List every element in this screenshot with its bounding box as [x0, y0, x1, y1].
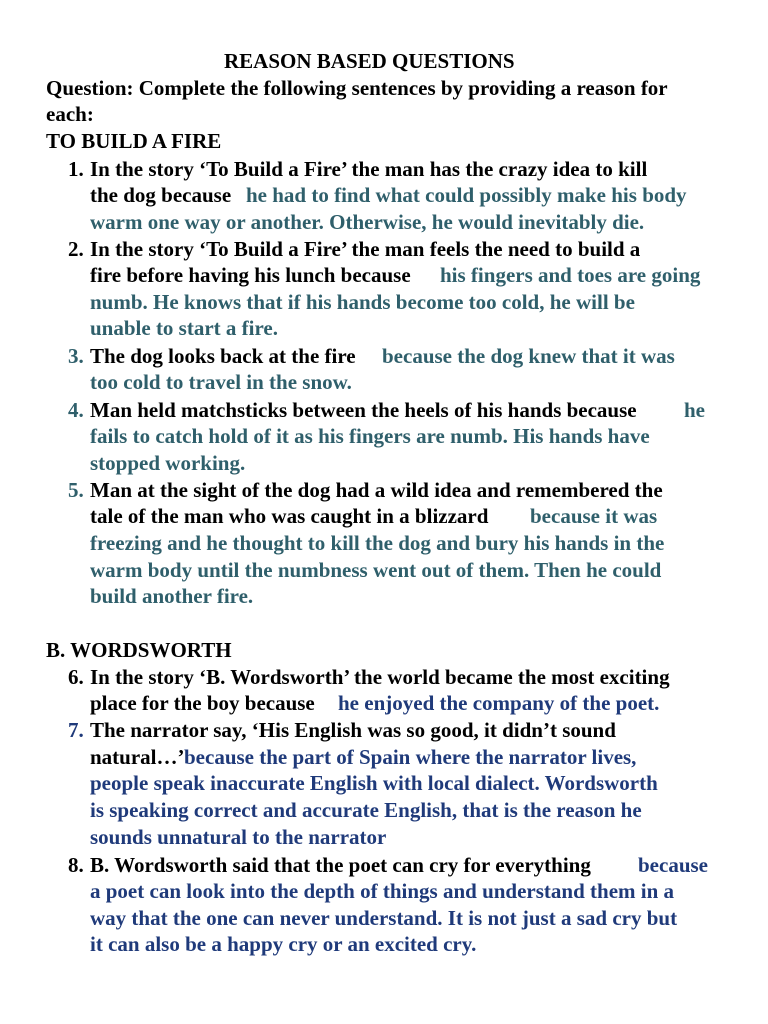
answer-text: it can also be a happy cry or an excited cry. [90, 932, 477, 956]
question-text: In the story ‘To Build a Fire’ the man feels the need to build a [90, 237, 641, 261]
answer-text: because the dog knew that it was [382, 344, 675, 368]
answer-text: freezing and he thought to kill the dog and bury his hands in the [90, 531, 665, 555]
answer-text: warm body until the numbness went out of them. Then he could [90, 558, 662, 582]
question-text: The narrator say, ‘His English was so good, it didn’t sound [90, 718, 616, 742]
item-number: 1. [68, 157, 84, 181]
answer-text: because [638, 853, 708, 877]
question-text: Man held matchsticks between the heels of his hands because [90, 398, 637, 422]
item-number: 3. [68, 344, 84, 368]
question-text: fire before having his lunch because [90, 263, 411, 287]
answer-text: because the part of Spain where the narrator lives, [184, 745, 637, 769]
answer-text: because it was [530, 504, 658, 528]
answer-text: he [684, 398, 705, 422]
item-number: 6. [68, 665, 84, 689]
answer-text: unable to start a fire. [90, 316, 279, 340]
answer-text: he had to find what could possibly make his body [246, 183, 687, 207]
question-text: The dog looks back at the fire [90, 344, 356, 368]
section-heading-to-build-a-fire: TO BUILD A FIRE [46, 129, 222, 153]
answer-text: fails to catch hold of it as his fingers are numb. His hands have [90, 424, 650, 448]
question-text: In the story ‘To Build a Fire’ the man has the crazy idea to kill [90, 157, 648, 181]
item-number: 7. [68, 718, 84, 742]
answer-text: stopped working. [90, 451, 246, 475]
question-text: place for the boy because [90, 691, 315, 715]
question-text: tale of the man who was caught in a blizzard [90, 504, 489, 528]
question-text: B. Wordsworth said that the poet can cry for everything [90, 853, 591, 877]
answer-text: his fingers and toes are going [440, 263, 701, 287]
answer-text: a poet can look into the depth of things and understand them in a [90, 879, 675, 903]
item-number: 4. [68, 398, 84, 422]
answer-text: he enjoyed the company of the poet. [338, 691, 660, 715]
question-text: Man at the sight of the dog had a wild idea and remembered the [90, 478, 663, 502]
answer-text: way that the one can never understand. It is not just a sad cry but [90, 906, 678, 930]
answer-text: is speaking correct and accurate English, that is the reason he [90, 798, 642, 822]
item-number: 2. [68, 237, 84, 261]
question-intro-line2: each: [46, 102, 94, 126]
question-text: In the story ‘B. Wordsworth’ the world became the most exciting [90, 665, 670, 689]
answer-text: people speak inaccurate English with local dialect. Wordsworth [90, 771, 658, 795]
question-text: natural…’ [90, 745, 185, 769]
section-heading-b-wordsworth: B. WORDSWORTH [46, 638, 232, 662]
page-title: REASON BASED QUESTIONS [224, 49, 515, 73]
item-number: 8. [68, 853, 84, 877]
answer-text: too cold to travel in the snow. [90, 370, 352, 394]
answer-text: warm one way or another. Otherwise, he would inevitably die. [90, 210, 645, 234]
question-intro-line1: Question: Complete the following sentences by providing a reason for [46, 76, 668, 100]
answer-text: numb. He knows that if his hands become too cold, he will be [90, 290, 635, 314]
question-text: the dog because [90, 183, 232, 207]
item-number: 5. [68, 478, 84, 502]
answer-text: build another fire. [90, 584, 254, 608]
answer-text: sounds unnatural to the narrator [90, 825, 387, 849]
